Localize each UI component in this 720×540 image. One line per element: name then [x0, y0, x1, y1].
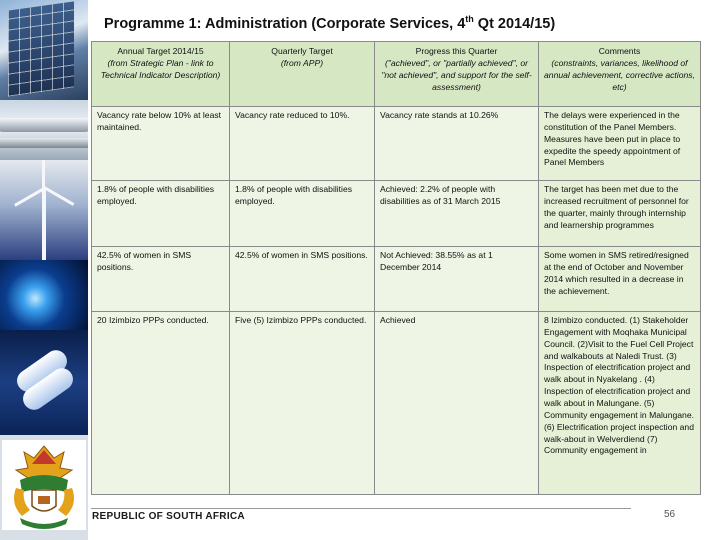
table-row: [92, 181, 701, 247]
table-row: [92, 107, 701, 181]
cell-progress: Vacancy rate stands at 10.26%: [375, 107, 539, 181]
cell-comments: The delays were experienced in the constitution of the Panel Members. Measures have been put in place to expedite the speedy appointment of Panel Members: [539, 107, 701, 181]
cell-quarterly-target: 42.5% of women in SMS positions.: [230, 247, 375, 312]
slide-title: Programme 1: Administration (Corporate Services, 4th Qt 2014/15): [104, 14, 556, 32]
header-progress: Progress this Quarter ("achieved", or "partially achieved", or "not achieved", and support for the self-assessment): [375, 42, 539, 107]
table-header-row: [92, 42, 701, 107]
cell-annual-target: 42.5% of women in SMS positions.: [92, 247, 230, 312]
gas-flame-image: [0, 260, 88, 330]
cell-progress: Not Achieved: 38.55% as at 1 December 2014: [375, 247, 539, 312]
cell-comments: The target has been met due to the increased recruitment of personnel for the quarter, mainly through internship and learnership programmes: [539, 181, 701, 247]
footer-country-name: REPUBLIC OF SOUTH AFRICA: [92, 511, 245, 522]
energy-saving-bulb-image: [0, 330, 88, 435]
table-row: [92, 247, 701, 312]
cell-comments: 8 Izimbizo conducted. (1) Stakeholder Engagement with Moqhaka Municipal Council. (2)Visit to the Fuel Cell Project and walkabouts at Naledi Trust. (3) Inspection of electrification project and walk about in Nyakelang . (4) Inspection of electrification project and walk about in Malungane. (5) Community engagement in Malungane. (6) Electrification project inspection and walk-about in Welverdiend (7) Community engagement in: [539, 312, 701, 495]
cell-quarterly-target: 1.8% of people with disabilities employed.: [230, 181, 375, 247]
page-number: 56: [664, 509, 676, 520]
cell-progress: Achieved: [375, 312, 539, 495]
header-annual-target: Annual Target 2014/15 (from Strategic Plan - link to Technical Indicator Description): [92, 42, 230, 107]
cell-annual-target: 20 Izimbizo PPPs conducted.: [92, 312, 230, 495]
cell-comments: Some women in SMS retired/resigned at the end of October and November 2014 which resulted in a decrease in the achievement.: [539, 247, 701, 312]
cell-annual-target: 1.8% of people with disabilities employed.: [92, 181, 230, 247]
cell-quarterly-target: Five (5) Izimbizo PPPs conducted.: [230, 312, 375, 495]
performance-table: [91, 41, 701, 495]
header-comments: Comments (constraints, variances, likelihood of annual achievement, corrective actions, etc): [539, 42, 701, 107]
table-row: [92, 312, 701, 495]
solar-panel-image: [0, 0, 88, 100]
cell-progress: Achieved: 2.2% of people with disabilities as of 31 March 2015: [375, 181, 539, 247]
coat-of-arms-icon: [2, 440, 86, 530]
header-quarterly-target: Quarterly Target (from APP): [230, 42, 375, 107]
decorative-photo-strip: [0, 0, 88, 540]
pipeline-image: [0, 100, 88, 160]
cell-annual-target: Vacancy rate below 10% at least maintained.: [92, 107, 230, 181]
footer-divider: [91, 508, 631, 509]
wind-turbine-image: [0, 160, 88, 260]
cell-quarterly-target: Vacancy rate reduced to 10%.: [230, 107, 375, 181]
